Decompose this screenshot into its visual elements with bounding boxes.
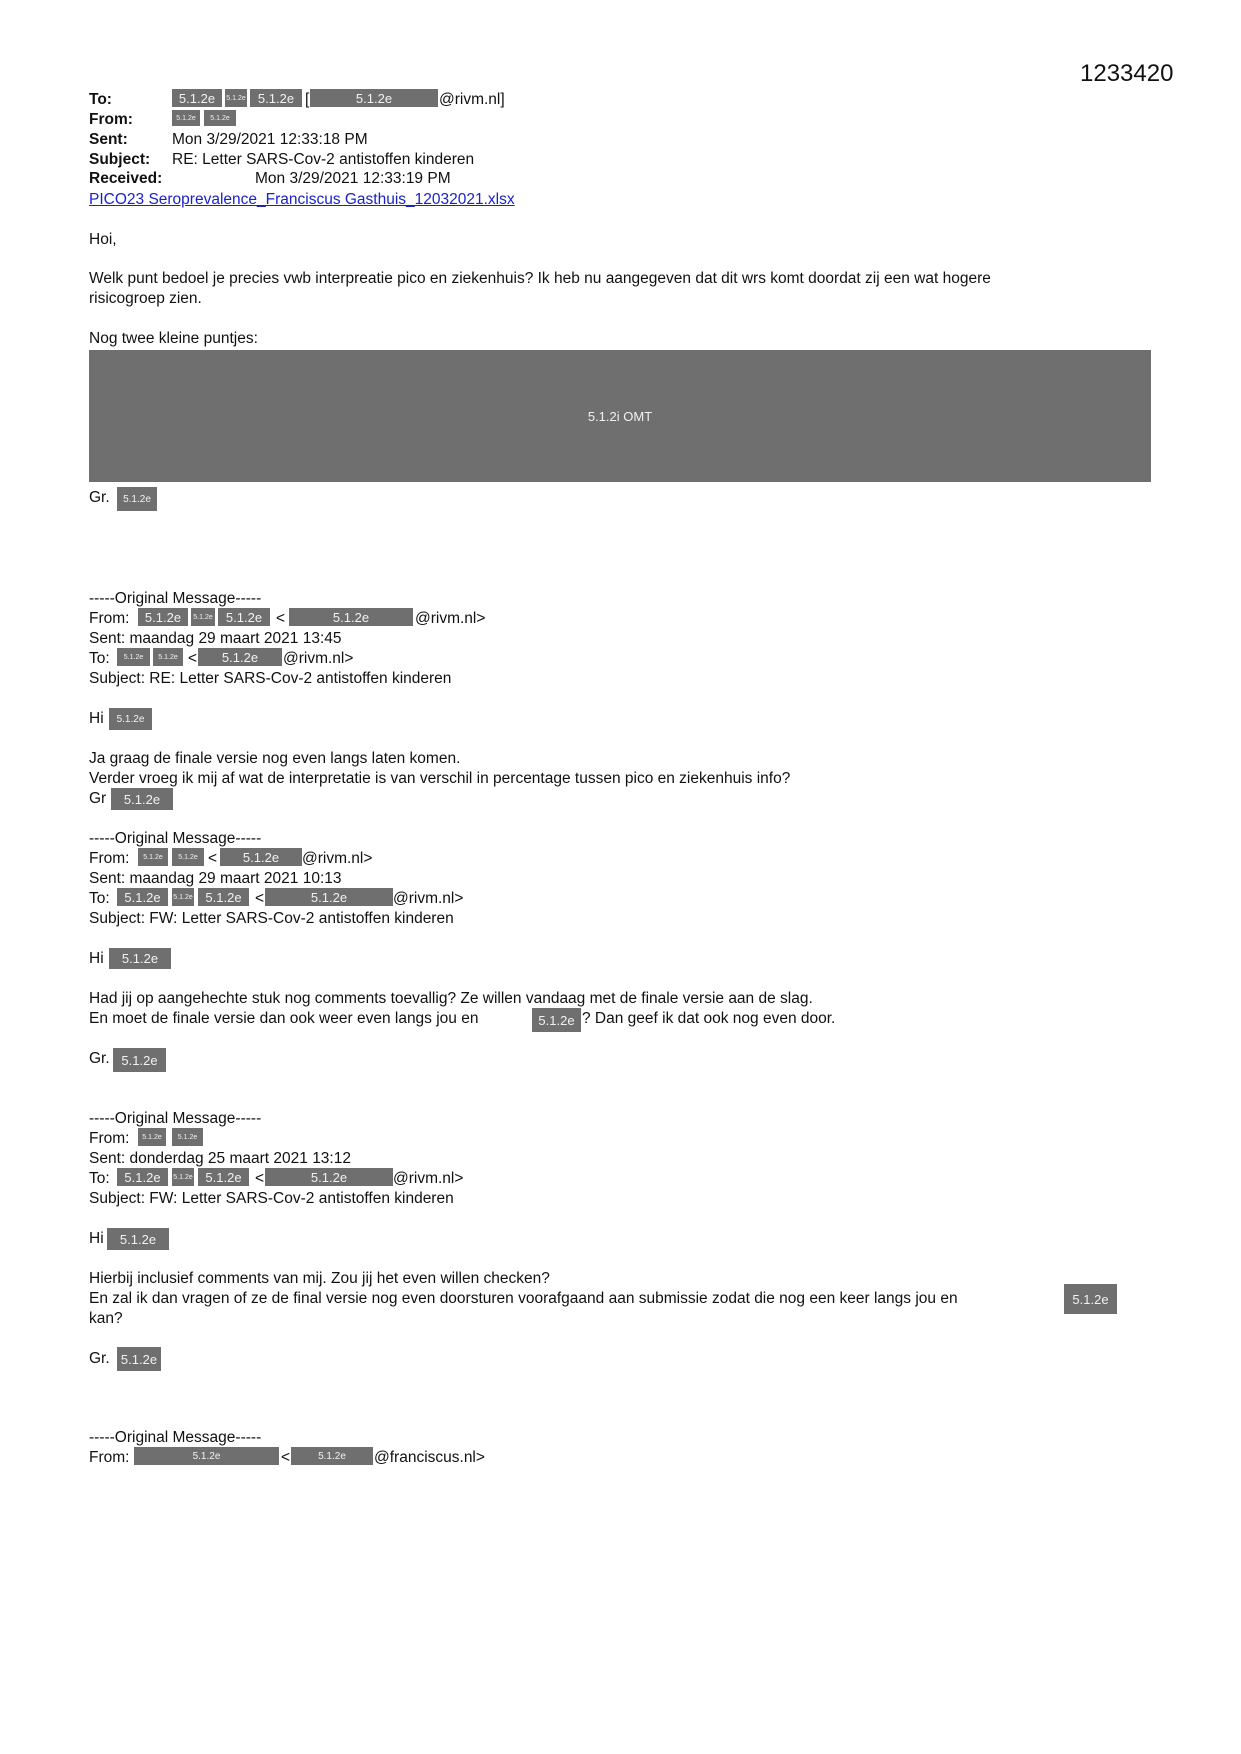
body-line: Ja graag de finale versie nog even langs laten komen. bbox=[89, 750, 461, 767]
to-domain: @rivm.nl] bbox=[439, 91, 505, 108]
redaction-box: 5.1.2e bbox=[1064, 1284, 1117, 1314]
subject-value: RE: Letter SARS-Cov-2 antistoffen kinderen bbox=[172, 151, 475, 168]
body-line: Hierbij inclusief comments van mij. Zou jij het even willen checken? bbox=[89, 1270, 550, 1287]
document-id: 1233420 bbox=[1080, 60, 1174, 87]
domain: @rivm.nl> bbox=[283, 650, 354, 667]
signature-label: Gr. bbox=[89, 1050, 110, 1067]
subject-label: Subject: bbox=[89, 151, 151, 168]
signature-label: Gr. bbox=[89, 1350, 110, 1367]
subject-line: Subject: RE: Letter SARS-Cov-2 antistoffen kinderen bbox=[89, 670, 452, 687]
redaction-box: 5.1.2e bbox=[172, 89, 222, 107]
redaction-box: 5.1.2e bbox=[310, 89, 438, 107]
attachment-link-wrap bbox=[89, 190, 515, 210]
redaction-box: 5.1.2e bbox=[250, 89, 302, 107]
body-line-part: En moet de finale versie dan ook weer even langs jou en bbox=[89, 1010, 479, 1027]
to-label: To: bbox=[89, 91, 112, 108]
redaction-box: 5.1.2e bbox=[198, 1168, 249, 1186]
redaction-box: 5.1.2e bbox=[225, 89, 247, 107]
from-label: From: bbox=[89, 1449, 130, 1466]
redaction-box: 5.1.2e bbox=[172, 110, 200, 126]
body-line-part: ? Dan geef ik dat ook nog even door. bbox=[582, 1010, 836, 1027]
from-label: From: bbox=[89, 1130, 130, 1147]
sent-line: Sent: donderdag 25 maart 2021 13:12 bbox=[89, 1150, 351, 1167]
from-label: From: bbox=[89, 610, 130, 627]
redaction-box: 5.1.2e bbox=[107, 1228, 169, 1250]
sent-label: Sent: bbox=[89, 131, 128, 148]
redaction-box: 5.1.2e bbox=[117, 487, 157, 511]
domain: @rivm.nl> bbox=[415, 610, 486, 627]
signature-label: Gr bbox=[89, 790, 107, 807]
received-value: Mon 3/29/2021 12:33:19 PM bbox=[255, 170, 451, 187]
body-line: Had jij op aangehechte stuk nog comments toevallig? Ze willen vandaag met de finale versie aan de slag. bbox=[89, 990, 813, 1007]
redaction-box: 5.1.2e bbox=[138, 608, 188, 626]
redaction-box: 5.1.2e bbox=[138, 848, 168, 866]
redaction-box: 5.1.2e bbox=[220, 848, 302, 866]
from-label: From: bbox=[89, 111, 133, 128]
redaction-box: 5.1.2e bbox=[109, 948, 171, 969]
body-line: En zal ik dan vragen of ze de final versie nog even doorsturen voorafgaand aan submissie zodat die nog een keer langs jou en bbox=[89, 1290, 958, 1307]
sent-line: Sent: maandag 29 maart 2021 13:45 bbox=[89, 630, 342, 647]
original-message-header: -----Original Message----- bbox=[89, 590, 262, 607]
greeting: Hoi, bbox=[89, 231, 117, 248]
large-redaction-block: 5.1.2i OMT bbox=[89, 350, 1151, 482]
redaction-box: 5.1.2e bbox=[289, 608, 413, 626]
redaction-box: 5.1.2e bbox=[218, 608, 270, 626]
redaction-box: 5.1.2e bbox=[117, 1347, 161, 1371]
sent-value: Mon 3/29/2021 12:33:18 PM bbox=[172, 131, 368, 148]
redaction-box: 5.1.2e bbox=[117, 1168, 168, 1186]
redaction-box: 5.1.2e bbox=[153, 648, 183, 666]
sent-line: Sent: maandag 29 maart 2021 10:13 bbox=[89, 870, 342, 887]
redaction-box: 5.1.2e bbox=[291, 1447, 373, 1465]
body-line: kan? bbox=[89, 1310, 123, 1327]
subject-line: Subject: FW: Letter SARS-Cov-2 antistoffen kinderen bbox=[89, 910, 454, 927]
domain: @rivm.nl> bbox=[393, 1170, 464, 1187]
to-label: To: bbox=[89, 650, 110, 667]
redaction-box: 5.1.2e bbox=[265, 1168, 393, 1186]
redaction-box: 5.1.2e bbox=[204, 110, 236, 126]
redaction-box: 5.1.2e bbox=[172, 1168, 194, 1186]
greeting: Hi bbox=[89, 710, 104, 727]
original-message-header: -----Original Message----- bbox=[89, 1110, 262, 1127]
original-message-header: -----Original Message----- bbox=[89, 830, 262, 847]
redaction-box: 5.1.2e bbox=[532, 1008, 581, 1032]
domain: @rivm.nl> bbox=[393, 890, 464, 907]
redaction-box: 5.1.2e bbox=[134, 1447, 279, 1465]
redaction-box: 5.1.2e bbox=[265, 888, 393, 906]
redaction-box: 5.1.2e bbox=[198, 888, 249, 906]
redaction-box: 5.1.2e bbox=[172, 848, 204, 866]
redaction-box: 5.1.2e bbox=[191, 608, 215, 626]
redaction-box: 5.1.2e bbox=[198, 648, 282, 666]
redaction-box: 5.1.2e bbox=[117, 888, 168, 906]
received-label: Received: bbox=[89, 170, 163, 187]
greeting: Hi bbox=[89, 1230, 104, 1247]
redaction-box: 5.1.2e bbox=[113, 1048, 166, 1072]
redaction-box: 5.1.2e bbox=[111, 788, 173, 810]
to-label: To: bbox=[89, 1170, 110, 1187]
signature-label: Gr. bbox=[89, 489, 110, 506]
body-paragraph-line: risicogroep zien. bbox=[89, 290, 202, 307]
body-paragraph: Nog twee kleine puntjes: bbox=[89, 330, 258, 347]
body-paragraph-line: Welk punt bedoel je precies vwb interpreatie pico en ziekenhuis? Ik heb nu aangegeven dat dit wrs komt doordat zij een wat hogere bbox=[89, 270, 991, 287]
attachment-link[interactable]: PICO23 Seroprevalence_Franciscus Gasthuis_12032021.xlsx bbox=[89, 191, 515, 208]
redaction-box: 5.1.2e bbox=[109, 708, 152, 730]
redaction-box: 5.1.2e bbox=[138, 1128, 166, 1146]
to-label: To: bbox=[89, 890, 110, 907]
greeting: Hi bbox=[89, 950, 104, 967]
redaction-box: 5.1.2e bbox=[172, 888, 194, 906]
redaction-box: 5.1.2e bbox=[117, 648, 150, 666]
body-line: Verder vroeg ik mij af wat de interpretatie is van verschil in percentage tussen pico en ziekenhuis info? bbox=[89, 770, 791, 787]
to-bracket: [ bbox=[305, 91, 310, 108]
subject-line: Subject: FW: Letter SARS-Cov-2 antistoffen kinderen bbox=[89, 1190, 454, 1207]
domain: @franciscus.nl> bbox=[374, 1449, 485, 1466]
redaction-box: 5.1.2e bbox=[172, 1128, 203, 1146]
original-message-header: -----Original Message----- bbox=[89, 1429, 262, 1446]
domain: @rivm.nl> bbox=[302, 850, 373, 867]
from-label: From: bbox=[89, 850, 130, 867]
